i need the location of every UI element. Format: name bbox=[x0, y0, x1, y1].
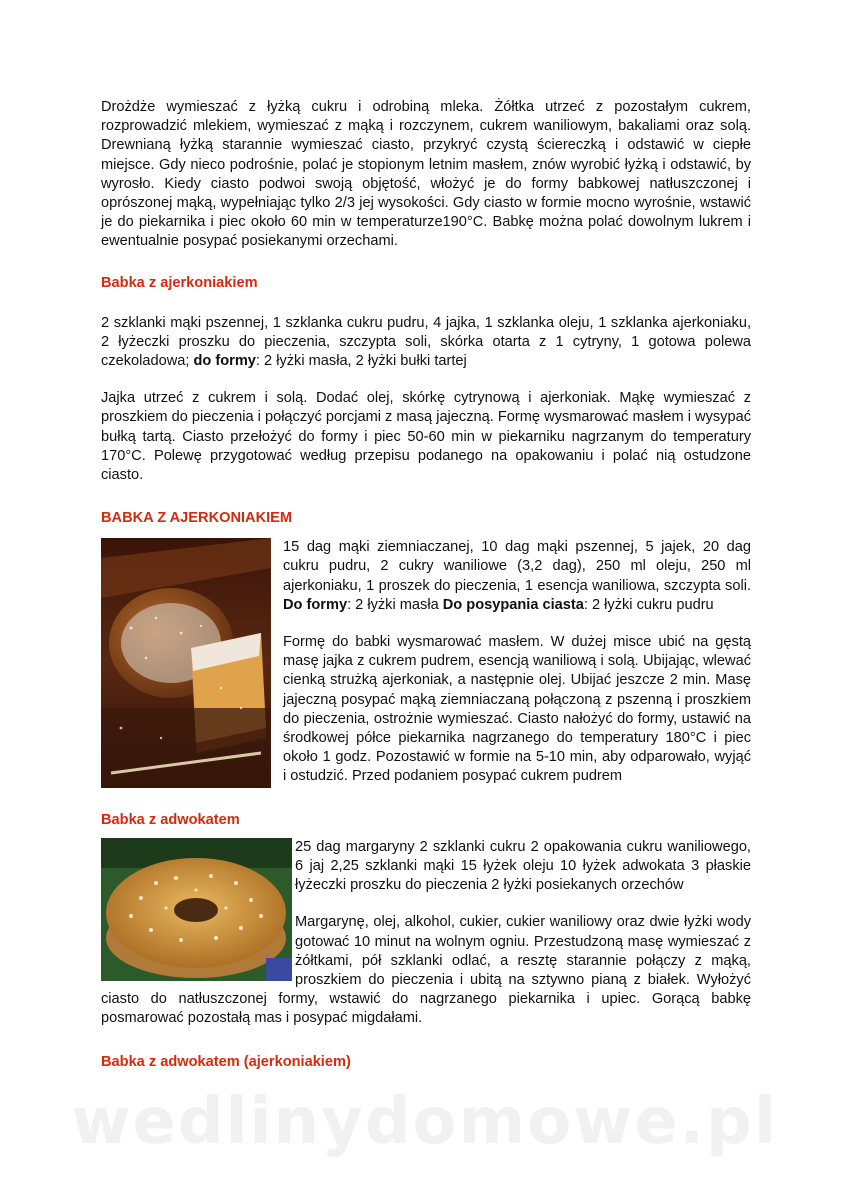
recipe1-ingredients-bold: do formy bbox=[193, 353, 256, 370]
recipe2-title: BABKA Z AJERKONIAKIEM bbox=[101, 510, 293, 527]
recipe4-title: Babka z adwokatem (ajerkoniakiem) bbox=[101, 1053, 351, 1070]
recipe3-ingredients: 25 dag margaryny 2 szklanki cukru 2 opakowania cukru waniliowego, 6 jaj 2,25 szklanki mąki 15 łyżek oleju 10 łyżek adwokata 3 płaskie łyżeczki proszku do pieczenia 2 łyżki posiekanych orzechów bbox=[295, 838, 751, 894]
recipe3-title: Babka z adwokatem bbox=[101, 811, 240, 828]
recipe2-method: Formę do babki wysmarować masłem. W dużej misce ubić na gęstą masę jajka z cukrem pudrem, esencją waniliową i solą. Ubijając, wlewać cienką strużką ajerkoniak, a następnie olej. Ubijać jeszcze 2 min. Masę jajeczną posypać mąką ziemniaczaną połączoną z pszenną i proszkiem do pieczenia, ostrożnie wymieszać. Ciasto nałożyć do formy, ustawić na środkowej półce piekarnika nagrzanego do temperatury 180°C i piec około 1 godz. Pozostawić w formie na 5-10 min, aby odparowało, wyjąć i ostudzić. Przed podaniem posypać cukrem pudrem bbox=[283, 634, 751, 785]
babka-adwokat-photo bbox=[101, 838, 292, 981]
watermark: wedlinydomowe.pl bbox=[71, 1085, 778, 1159]
babka-ajerkoniak-photo bbox=[101, 538, 271, 788]
recipe2-ingredients-text: 15 dag mąki ziemniaczanej, 10 dag mąki pszennej, 5 jajek, 20 dag cukru pudru, 2 cukry waniliowe (3,2 dag), 250 ml oleju, 250 ml ajerkoniaku, 1 proszek do pieczenia, 1 esencja waniliowa, szczypta soli. bbox=[283, 539, 751, 594]
recipe1-title: Babka z ajerkoniakiem bbox=[101, 274, 258, 291]
recipe1-ingredients bbox=[101, 314, 751, 372]
document-page bbox=[101, 98, 751, 1093]
intro-paragraph: Drożdże wymieszać z łyżką cukru i odrobiną mleka. Żółtka utrzeć z pozostałym cukrem, rozprowadzić mlekiem, wymieszać z mąką i rozczynem, cukrem waniliowym, bakaliami oraz solą. Drewnianą łyżką starannie wymieszać ciasto, przykryć czystą ściereczką i odstawić w ciepłe miejsce. Gdy nieco podrośnie, polać je stopionym letnim masłem, znów wyrobić łyżką i odstawić, by wyrosło. Kiedy ciasto podwoi swoją objętość, włożyć je do formy babkowej natłuszczonej i oprószonej mąką, wypełniając tylko 2/3 jej wysokości. Gdy ciasto w formie mocno wyrośnie, wstawić je do piekarnika i piec około 60 min w temperaturze190°C. Babkę można polać dowolnym lukrem i ewentualnie posypać posiekanymi orzechami. bbox=[101, 99, 751, 250]
recipe2-bold-form: Do formy bbox=[283, 596, 348, 613]
recipe1-ingredients-tail: : 2 łyżki masła, 2 łyżki bułki tartej bbox=[255, 353, 467, 370]
recipe1-method: Jajka utrzeć z cukrem i solą. Dodać olej, skórkę cytrynową i ajerkoniak. Mąkę wymieszać z proszkiem do pieczenia i połączyć porcjami z masą jajeczną. Formę wysmarować masłem i wysypać bułką tartą. Ciasto przełożyć do formy i piec 50-60 min w piekarniku nagrzanym do temperatury 170°C. Polewę przygotować według przepisu podanego na opakowaniu i polać nią ostudzone ciasto. bbox=[101, 390, 751, 484]
recipe1-ingredients-text: 2 szklanki mąki pszennej, 1 szklanka cukru pudru, 4 jajka, 1 szklanka oleju, 1 szklanka ajerkoniaku, 2 łyżeczki proszku do pieczenia, szczypta soli, skórka otarta z 1 cytryny, 1 gotowa polewa czekoladowa; bbox=[101, 314, 751, 370]
recipe3-method: Margarynę, olej, alkohol, cukier, cukier waniliowy oraz dwie łyżki wody gotować 10 minut na wolnym ogniu. Przestudzoną masę wymieszać z żółtkami, pół szklanki odlać, a resztę starannie połączy z mąką, proszkiem do pieczenia i ubitą na sztywno pianą z białek. Wyłożyć ciasto do natłuszczonej formy, wstawić do nagrzanego piekarnika i upiec. Gorącą babkę posmarować pozostałą mas i posypać migdałami. bbox=[101, 914, 751, 1027]
recipe2-ingredients-tail: : 2 łyżki cukru pudru bbox=[583, 596, 714, 613]
recipe2-bold-topping: Do posypania ciasta bbox=[442, 596, 584, 613]
recipe2-ingredients-mid: : 2 łyżki masła bbox=[347, 596, 443, 613]
